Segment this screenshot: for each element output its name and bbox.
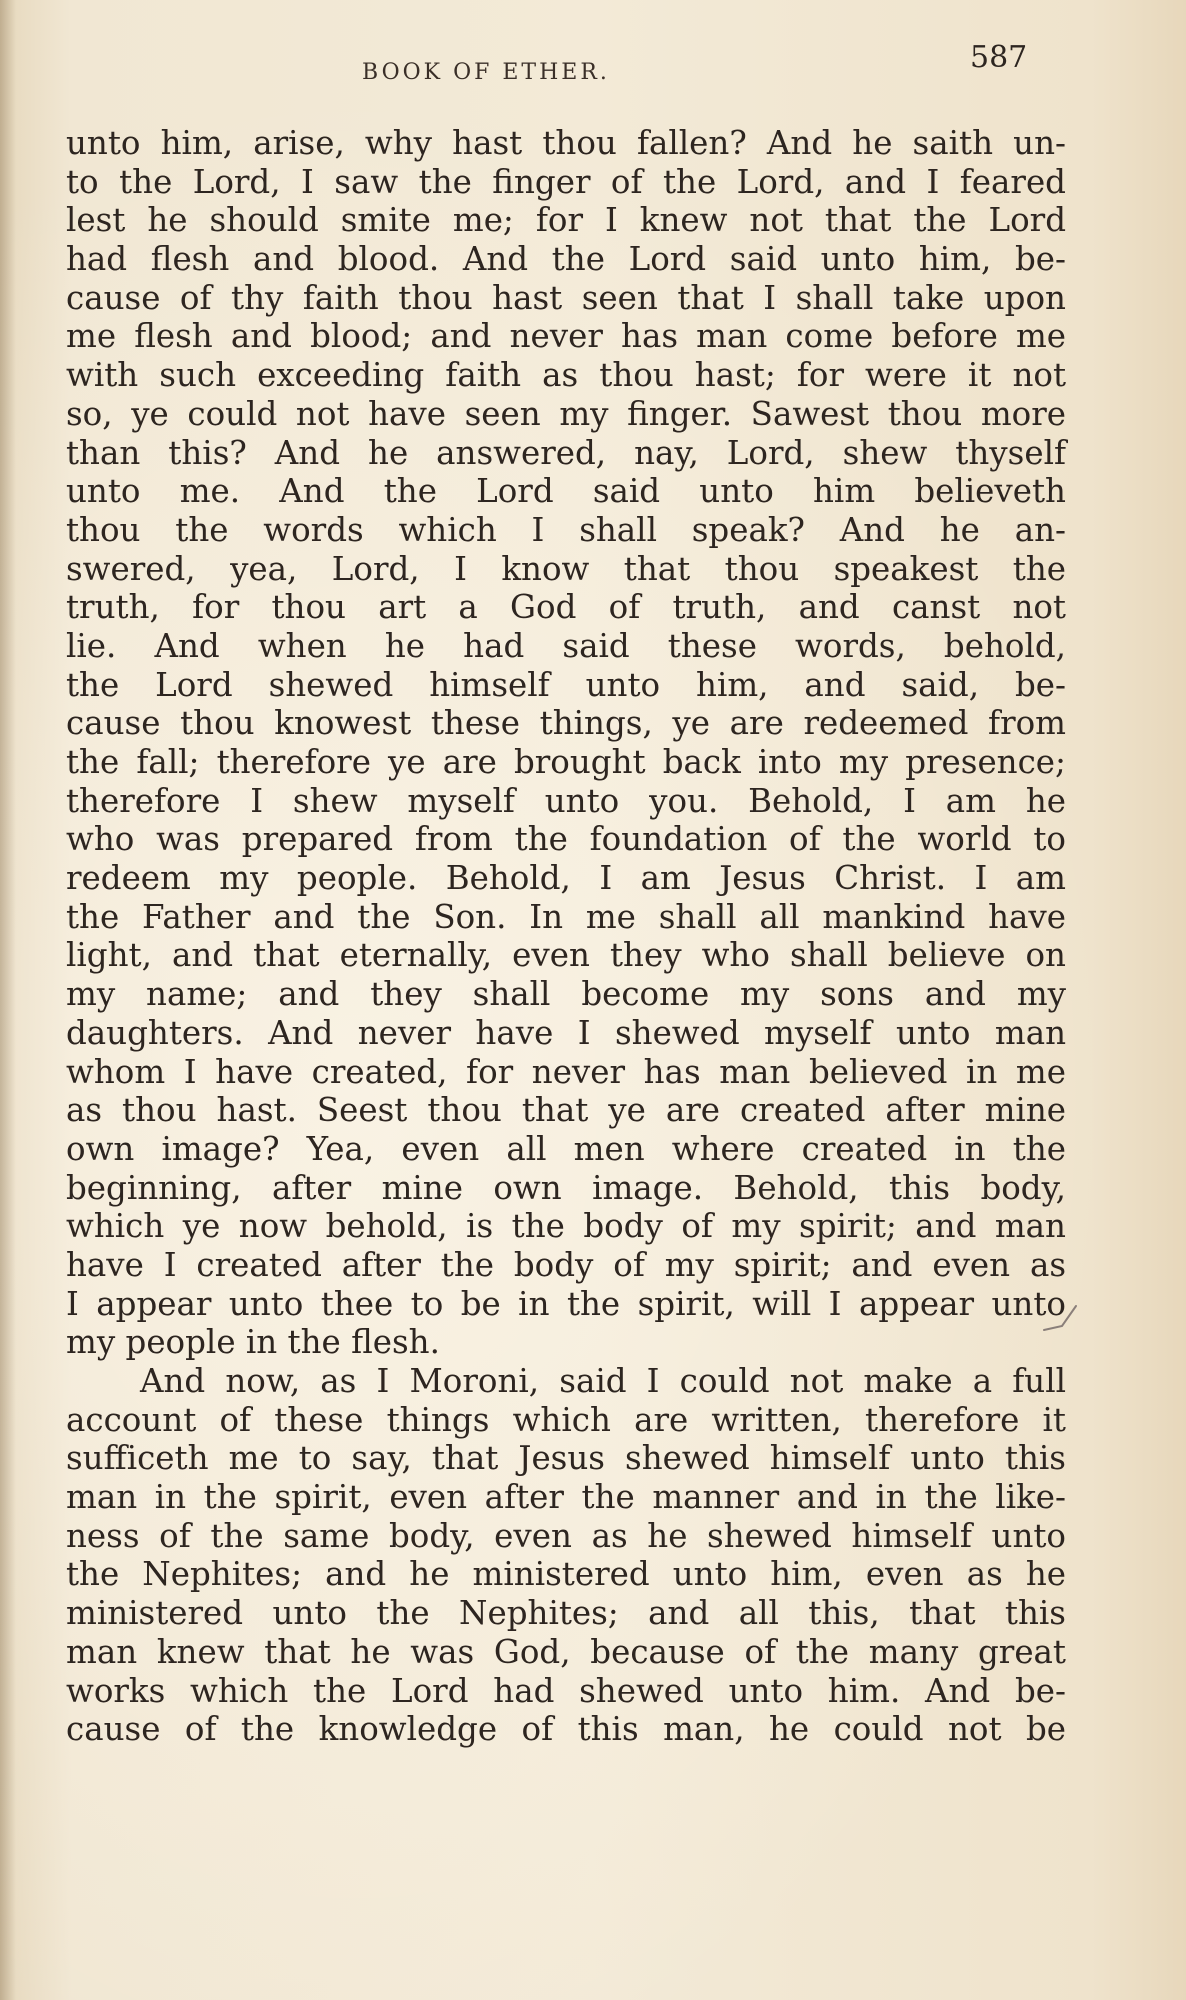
text-line: own image? Yea, even all men where created in the — [66, 1129, 1066, 1168]
text-line: I appear unto thee to be in the spirit, will I appear unto — [66, 1284, 1066, 1323]
running-head: BOOK OF ETHER. — [362, 60, 610, 85]
pencil-mark-icon — [1040, 1300, 1080, 1340]
text-line: who was prepared from the foundation of the world to — [66, 820, 1066, 859]
text-line: thou the words which I shall speak? And he an- — [66, 510, 1066, 549]
page-number: 587 — [970, 40, 1028, 75]
text-line: to the Lord, I saw the finger of the Lord, and I feared — [66, 162, 1066, 201]
text-line: man knew that he was God, because of the many great — [66, 1632, 1066, 1671]
text-line: account of these things which are written, therefore it — [66, 1400, 1066, 1439]
text-line: truth, for thou art a God of truth, and canst not — [66, 588, 1066, 627]
text-line: beginning, after mine own image. Behold, this body, — [66, 1168, 1066, 1207]
text-line: than this? And he answered, nay, Lord, shew thyself — [66, 433, 1066, 472]
text-line: the Father and the Son. In me shall all mankind have — [66, 897, 1066, 936]
text-line: therefore I shew myself unto you. Behold, I am he — [66, 781, 1066, 820]
text-line: redeem my people. Behold, I am Jesus Christ. I am — [66, 859, 1066, 898]
text-line: my name; and they shall become my sons and my — [66, 975, 1066, 1014]
text-line: whom I have created, for never has man believed in me — [66, 1052, 1066, 1091]
text-line: daughters. And never have I shewed myself unto man — [66, 1013, 1066, 1052]
text-line: had flesh and blood. And the Lord said unto him, be- — [66, 240, 1066, 279]
text-line: ness of the same body, even as he shewed himself unto — [66, 1516, 1066, 1555]
text-line: as thou hast. Seest thou that ye are created after mine — [66, 1091, 1066, 1130]
text-line: which ye now behold, is the body of my spirit; and man — [66, 1207, 1066, 1246]
text-line: unto him, arise, why hast thou fallen? And he saith un- — [66, 124, 1066, 162]
body-text — [66, 124, 1066, 1749]
text-line: lie. And when he had said these words, behold, — [66, 626, 1066, 665]
text-line: cause of thy faith thou hast seen that I shall take upon — [66, 278, 1066, 317]
paragraph-start-line: And now, as I Moroni, said I could not make a full — [140, 1362, 1066, 1400]
text-line: light, and that eternally, even they who shall believe on — [66, 936, 1066, 975]
text-line: man in the spirit, even after the manner and in the like- — [66, 1478, 1066, 1517]
text-line: cause thou knowest these things, ye are redeemed from — [66, 704, 1066, 743]
page-gutter-shadow — [0, 0, 16, 2000]
text-line: unto me. And the Lord said unto him believeth — [66, 472, 1066, 511]
text-line: the Nephites; and he ministered unto him, even as he — [66, 1555, 1066, 1594]
text-line: so, ye could not have seen my finger. Sawest thou more — [66, 394, 1066, 433]
text-line: have I created after the body of my spirit; and even as — [66, 1245, 1066, 1284]
text-line: lest he should smite me; for I knew not that the Lord — [66, 201, 1066, 240]
paragraph-end-line: my people in the flesh. — [66, 1323, 440, 1362]
text-line: swered, yea, Lord, I know that thou speakest the — [66, 549, 1066, 588]
text-line: the fall; therefore ye are brought back into my presence; — [66, 743, 1066, 781]
text-line: sufficeth me to say, that Jesus shewed himself unto this — [66, 1439, 1066, 1478]
text-line: works which the Lord had shewed unto him. And be- — [66, 1671, 1066, 1710]
text-line: ministered unto the Nephites; and all this, that this — [66, 1594, 1066, 1633]
text-line: with such exceeding faith as thou hast; for were it not — [66, 356, 1066, 395]
text-line: cause of the knowledge of this man, he could not be — [66, 1710, 1066, 1749]
text-line: the Lord shewed himself unto him, and said, be- — [66, 665, 1066, 704]
text-line: me flesh and blood; and never has man come before me — [66, 317, 1066, 356]
